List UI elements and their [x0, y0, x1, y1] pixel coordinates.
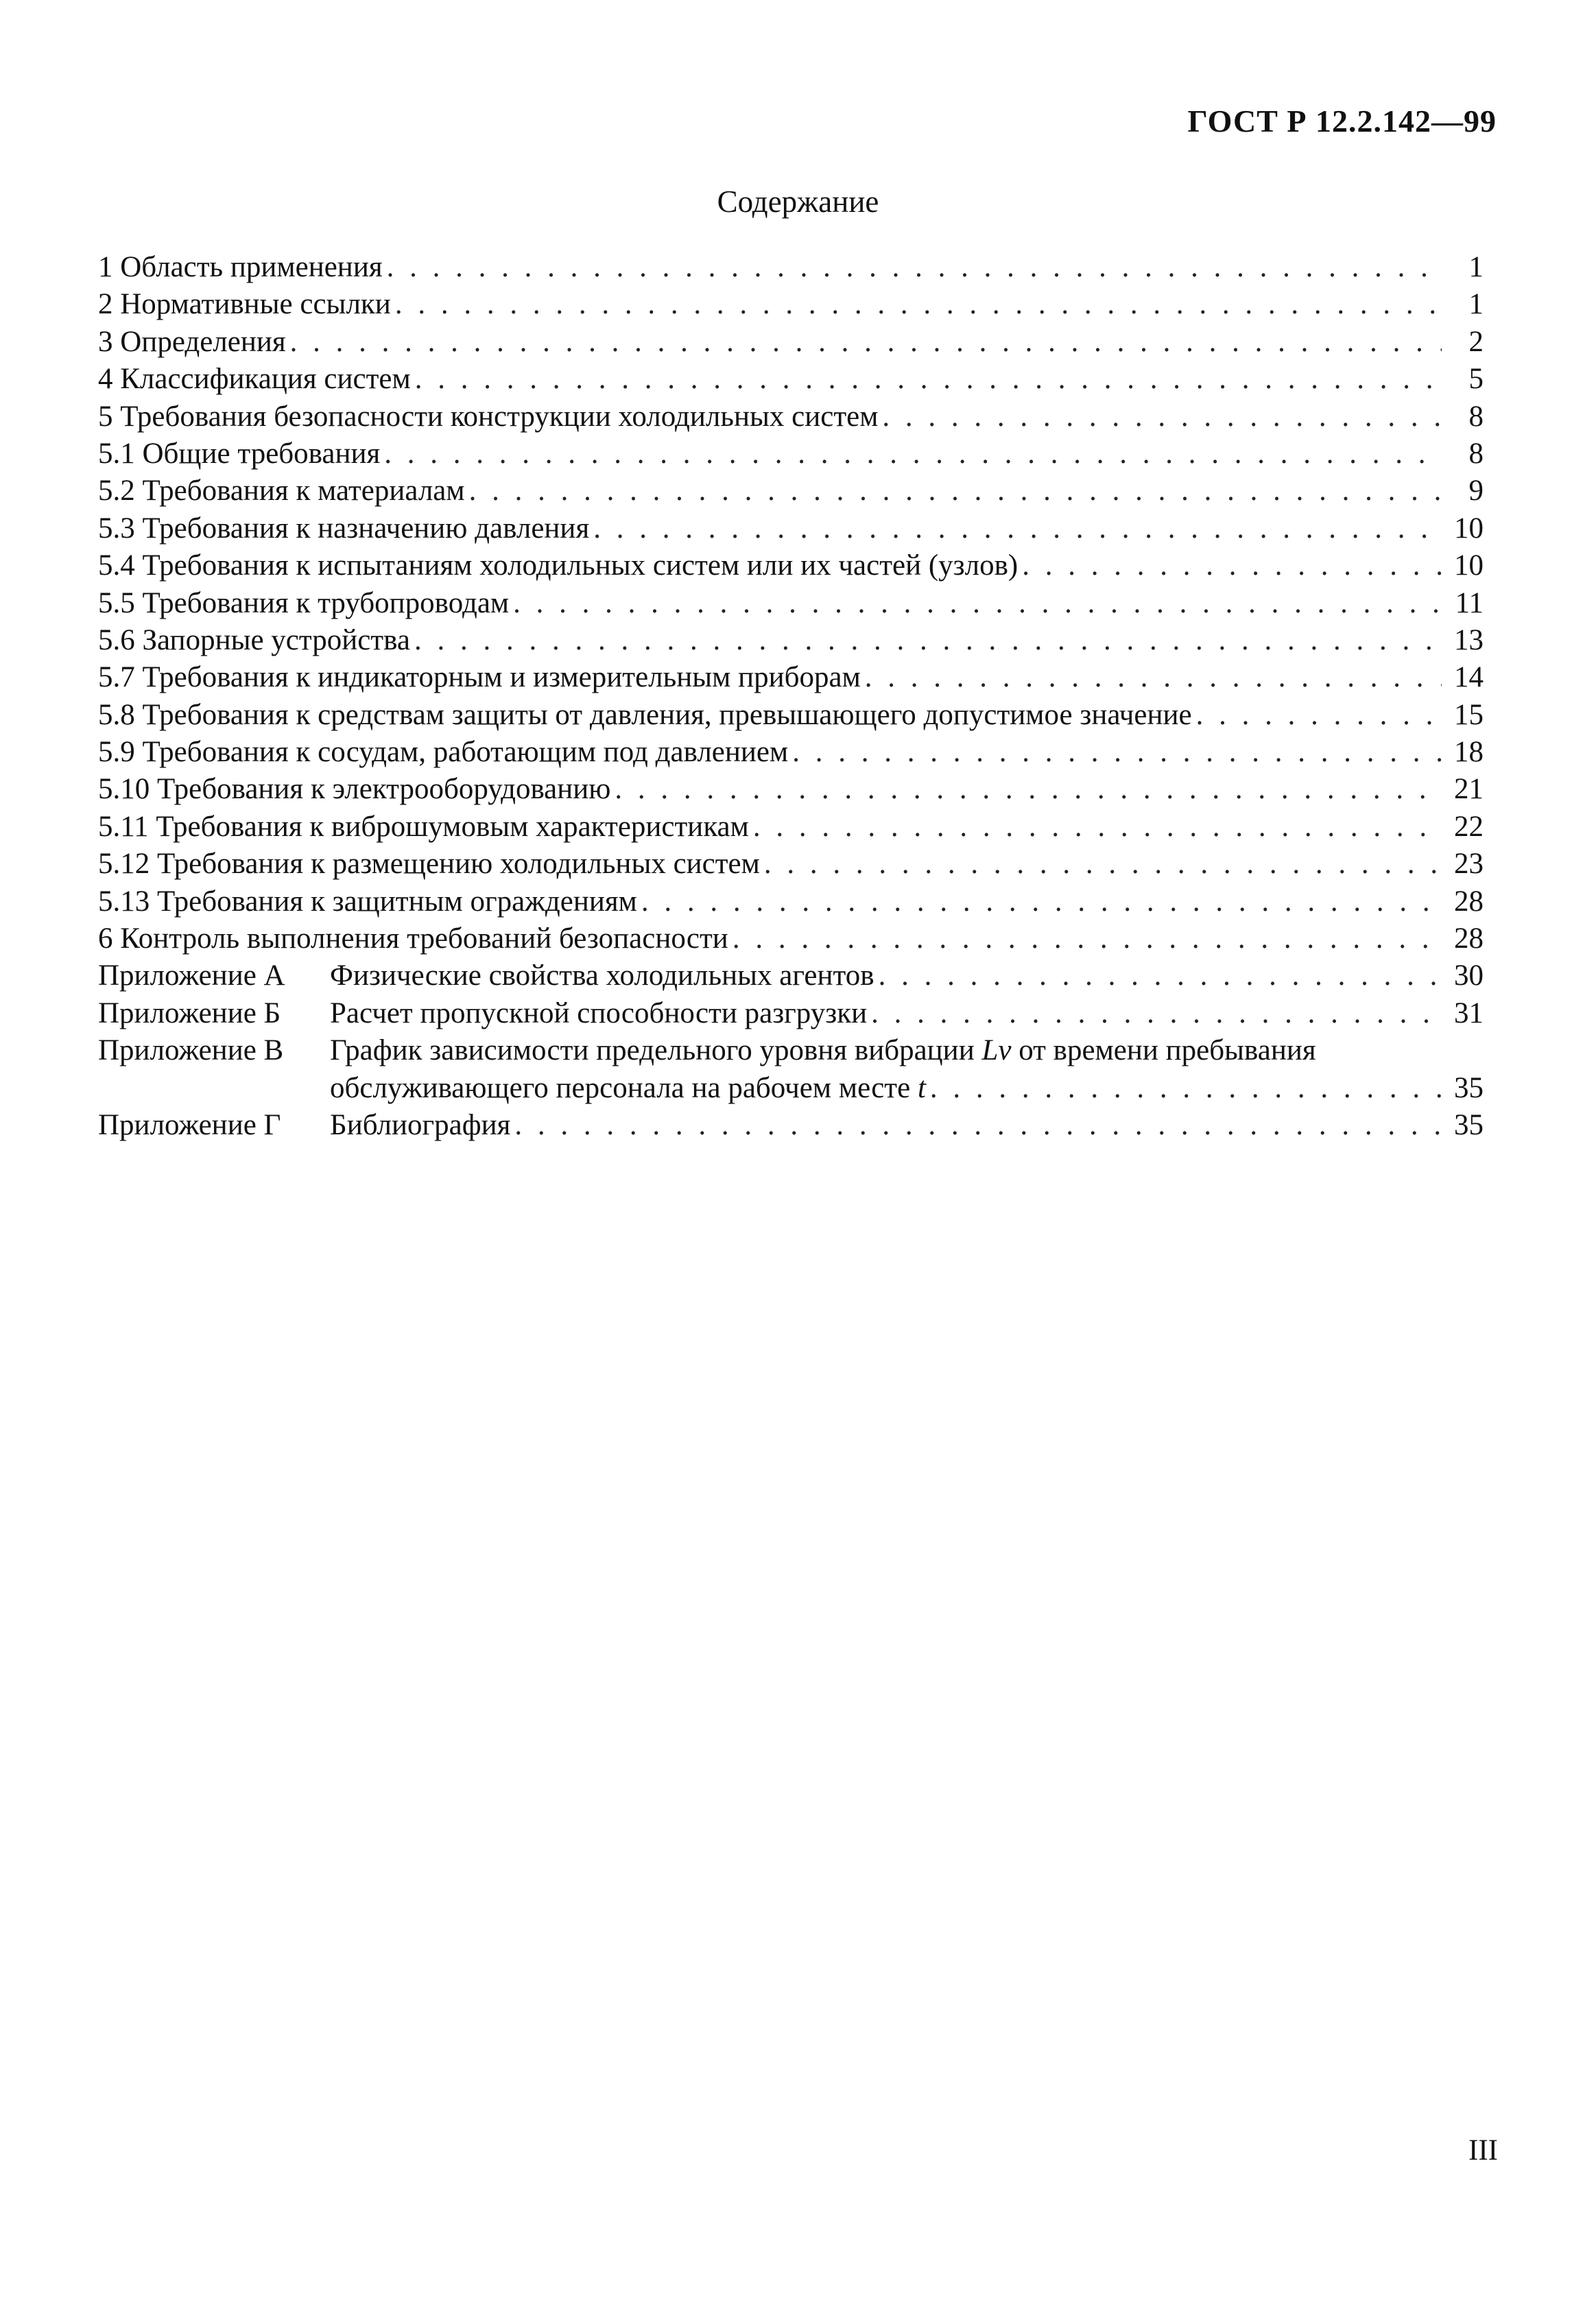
leader-dots [514, 1108, 1442, 1142]
toc-entry-label: 1 Область применения [98, 251, 383, 283]
toc-entry[interactable] [98, 400, 1484, 437]
appendix-title-part: от времени пребывания [1011, 1034, 1316, 1067]
appendix-title: Расчет пропускной способности разгрузки [330, 997, 868, 1029]
toc-entry[interactable] [98, 660, 1484, 697]
toc-entry-page: 28 [1454, 922, 1484, 955]
toc-entry-page: 30 [1454, 959, 1484, 992]
toc-entry-page: 21 [1454, 773, 1484, 806]
toc-entry[interactable] [98, 287, 1484, 324]
leader-dots [513, 586, 1442, 620]
appendix-title-variable: Lv [981, 1034, 1012, 1067]
leader-dots [1022, 549, 1442, 582]
toc-entry[interactable] [98, 735, 1484, 772]
toc-entry-page: 35 [1454, 1071, 1484, 1104]
leader-dots [395, 287, 1442, 321]
toc-entry-label: 5.9 Требования к сосудам, работающим под давлением [98, 736, 789, 769]
leader-dots [753, 810, 1442, 844]
toc-entry[interactable] [98, 885, 1484, 922]
leader-dots [593, 512, 1442, 545]
document-id: ГОСТ Р 12.2.142—99 [1187, 104, 1497, 139]
appendix-prefix: Приложение В [98, 1034, 284, 1067]
toc-entry-page: 1 [1468, 251, 1484, 283]
toc-title: Содержание [717, 184, 879, 219]
appendix-prefix: Приложение Б [98, 997, 281, 1029]
appendix-title: Библиография [330, 1108, 511, 1141]
appendix-title-part: График зависимости предельного уровня вибрации [330, 1034, 982, 1067]
toc-entry-label: 5.1 Общие требования [98, 437, 381, 470]
toc-appendix-entry[interactable] [98, 959, 1484, 996]
toc-entry-label: 5.10 Требования к электрооборудованию [98, 773, 611, 806]
toc-entry-label: 4 Классификация систем [98, 363, 411, 396]
toc-entry-page: 10 [1454, 549, 1484, 582]
leader-dots [641, 885, 1442, 918]
toc-entry[interactable] [98, 512, 1484, 549]
toc-entry[interactable] [98, 362, 1484, 399]
toc-entry[interactable] [98, 922, 1484, 959]
toc-entry-page: 35 [1454, 1108, 1484, 1141]
toc-entry-label: 5.3 Требования к назначению давления [98, 512, 590, 545]
leader-dots [882, 400, 1442, 433]
toc-entry-page: 10 [1454, 512, 1484, 545]
toc-entry-label: 5.12 Требования к размещению холодильных систем [98, 848, 760, 881]
toc-entry-page: 5 [1468, 363, 1484, 396]
leader-dots [290, 325, 1442, 359]
appendix-title-part: обслуживающего персонала на рабочем месте [330, 1071, 918, 1104]
toc-entry[interactable] [98, 325, 1484, 362]
leader-dots [387, 250, 1442, 284]
toc-entry-page: 28 [1454, 885, 1484, 918]
toc-entry-page: 13 [1454, 623, 1484, 656]
leader-dots [733, 922, 1442, 955]
toc-entry-label: 5.6 Запорные устройства [98, 623, 410, 656]
toc-entry-label: 5.11 Требования к виброшумовым характеристикам [98, 810, 749, 843]
toc-entry-page: 9 [1468, 475, 1484, 508]
toc-entry-label: 5.5 Требования к трубопроводам [98, 586, 510, 619]
leader-dots [469, 474, 1442, 508]
appendix-prefix: Приложение А [98, 959, 285, 992]
toc-entry-label: 5.2 Требования к материалам [98, 475, 465, 508]
toc-entry-label: 5 Требования безопасности конструкции холодильных систем [98, 400, 879, 433]
leader-dots [930, 1071, 1442, 1105]
toc-entry-label: 5.4 Требования к испытаниям холодильных систем или их частей (узлов) [98, 549, 1019, 582]
toc-entry-page: 1 [1468, 288, 1484, 321]
leader-dots [414, 623, 1442, 657]
toc-appendix-entry[interactable] [98, 997, 1484, 1034]
toc-entry-label: 6 Контроль выполнения требований безопасности [98, 922, 728, 955]
leader-dots [792, 735, 1442, 769]
toc-entry-page: 18 [1454, 736, 1484, 769]
leader-dots [384, 437, 1442, 470]
toc-entry[interactable] [98, 586, 1484, 623]
page-number: III [1468, 2134, 1498, 2167]
toc-entry[interactable] [98, 437, 1484, 474]
toc-entry-label: 2 Нормативные ссылки [98, 288, 391, 321]
toc-entry[interactable] [98, 772, 1484, 809]
appendix-title-variable: t [917, 1071, 926, 1104]
toc-entry[interactable] [98, 810, 1484, 847]
leader-dots [764, 847, 1442, 881]
toc-appendix-continuation[interactable] [98, 1071, 1484, 1108]
toc-entry-page: 23 [1454, 848, 1484, 881]
appendix-title: Физические свойства холодильных агентов [330, 959, 874, 992]
leader-dots [865, 660, 1442, 694]
toc-appendix-entry[interactable] [98, 1108, 1484, 1145]
leader-dots [415, 362, 1442, 396]
toc-entry[interactable] [98, 623, 1484, 660]
toc-entry-page: 22 [1454, 810, 1484, 843]
toc-entry-page: 31 [1454, 997, 1484, 1029]
toc-entry[interactable] [98, 847, 1484, 884]
toc-entry-page: 11 [1455, 586, 1484, 619]
toc-appendix-entry[interactable] [98, 1034, 1484, 1071]
toc-entry[interactable] [98, 549, 1484, 586]
toc-entry-label: 5.13 Требования к защитным ограждениям [98, 885, 637, 918]
toc-entry-page: 8 [1468, 400, 1484, 433]
toc-entry-page: 2 [1468, 325, 1484, 358]
toc-entry-page: 8 [1468, 437, 1484, 470]
appendix-prefix: Приложение Г [98, 1108, 281, 1141]
leader-dots [879, 959, 1442, 992]
table-of-contents [98, 250, 1484, 1145]
toc-entry-label: 5.8 Требования к средствам защиты от давления, превышающего допустимое значение [98, 698, 1192, 731]
toc-entry-page: 14 [1454, 661, 1484, 694]
leader-dots [871, 997, 1442, 1030]
leader-dots [615, 772, 1442, 806]
toc-entry[interactable] [98, 474, 1484, 511]
toc-entry[interactable] [98, 698, 1484, 735]
toc-entry-label: 3 Определения [98, 325, 286, 358]
toc-entry-page: 15 [1454, 698, 1484, 731]
toc-entry[interactable] [98, 250, 1484, 287]
toc-entry-label: 5.7 Требования к индикаторным и измерительным приборам [98, 661, 861, 694]
leader-dots [1196, 698, 1442, 732]
